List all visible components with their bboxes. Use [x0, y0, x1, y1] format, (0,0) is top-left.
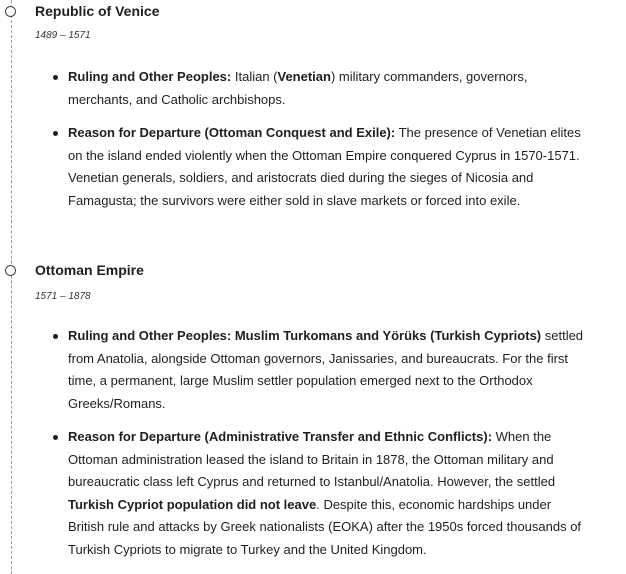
item-emphasis: Venetian	[277, 69, 331, 84]
item-text: ) military commanders, governors, merchants, and Catholic archbishops.	[68, 69, 528, 107]
list-item	[0, 426, 588, 561]
list-item	[0, 325, 588, 415]
item-label: Ruling and Other Peoples:	[68, 69, 232, 84]
era-dates: 1489 – 1571	[35, 30, 91, 41]
item-emphasis: Turkish Cypriot population did not leave	[68, 496, 317, 512]
item-text: Italian (	[231, 69, 278, 84]
era-list	[0, 66, 588, 212]
bullet-icon	[53, 435, 58, 440]
era-dates: 1571 – 1878	[35, 291, 91, 302]
era-title: Republic of Venice	[35, 3, 160, 19]
bullet-icon	[53, 75, 58, 80]
item-text: settled from Anatolia, alongside Ottoman governors, Janissaries, and bureaucrats. For the first time, a permanent, large Muslim settler population emerged next to the Orthodox Greeks/Romans.	[68, 328, 584, 411]
item-label: Reason for Departure (Administrative Transfer and Ethnic Conflicts):	[68, 429, 493, 444]
era-list	[0, 325, 588, 561]
era-title: Ottoman Empire	[35, 262, 144, 278]
bullet-icon	[53, 334, 58, 339]
item-label: Ruling and Other Peoples: Muslim Turkomans and Yörüks (Turkish Cypriots)	[68, 328, 542, 343]
item-text: . Despite this, economic hardships under British rule and attacks by Greek nationalists (EOKA) after the 1950s forced thousands of Turkish Cypriots to migrate to Turkey and the United Kingdom.	[68, 496, 582, 557]
bullet-icon	[53, 131, 58, 136]
list-item	[0, 122, 588, 212]
list-item	[0, 66, 588, 111]
item-text: The presence of Venetian elites on the island ended violently when the Ottoman Empire conquered Cyprus in 1570-1571. Venetian generals, soldiers, and aristocrats died during the sieges of Nicosia and Famagusta; the survivors were either sold in slave markets or forced into exile.	[68, 125, 581, 208]
timeline-marker-icon	[5, 6, 16, 17]
item-text: When the Ottoman administration leased the island to Britain in 1878, the Ottoman military and bureaucratic class left Cyprus and returned to Istanbul/Anatolia. However, the settled	[68, 429, 556, 489]
item-label: Reason for Departure (Ottoman Conquest and Exile):	[68, 125, 396, 140]
timeline-marker-icon	[5, 265, 16, 276]
